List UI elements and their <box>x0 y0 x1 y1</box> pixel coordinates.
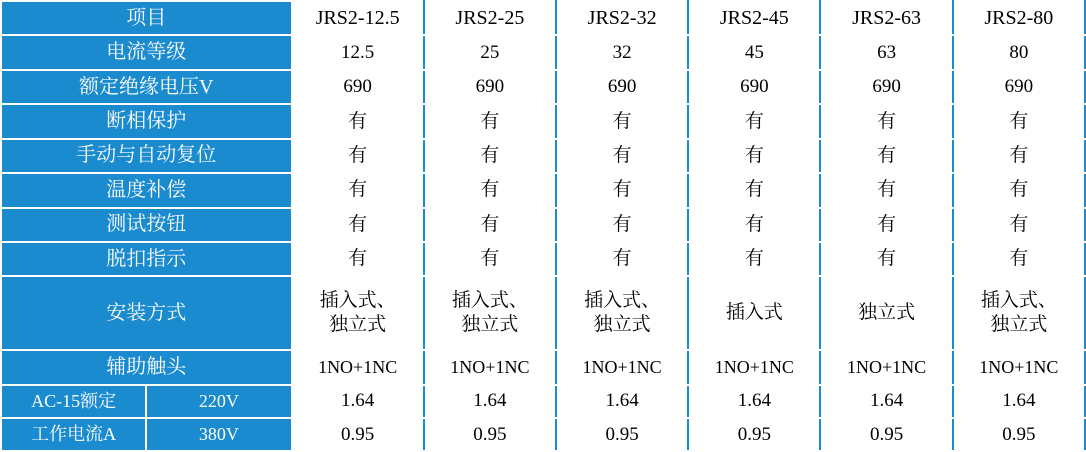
cell: 有 <box>820 242 952 276</box>
table-row <box>1 35 1085 69</box>
cell-line: 插入式、 <box>980 289 1057 311</box>
table-row <box>1 139 1085 173</box>
row-label: 额定绝缘电压V <box>1 70 292 104</box>
cell <box>424 276 556 350</box>
cell: 1.64 <box>556 385 688 418</box>
cell: 1NO+1NC <box>953 350 1085 384</box>
table-header-row <box>1 1 1085 35</box>
cell: 32 <box>556 35 688 69</box>
cell-line: 独立式 <box>461 314 519 336</box>
cell: 有 <box>953 208 1085 242</box>
row-label: 测试按钮 <box>1 208 292 242</box>
cell: 有 <box>424 139 556 173</box>
cell: 690 <box>556 70 688 104</box>
cell: 有 <box>820 104 952 138</box>
cell: 有 <box>424 173 556 207</box>
ac15-label-line1: AC-15额定 <box>1 385 146 418</box>
cell: 80 <box>953 35 1085 69</box>
cell: 有 <box>292 104 424 138</box>
row-label: 手动与自动复位 <box>1 139 292 173</box>
cell: 有 <box>292 242 424 276</box>
table-row <box>1 70 1085 104</box>
cell: 1.64 <box>688 385 820 418</box>
cell: 0.95 <box>820 418 952 451</box>
ac15-sub-label-220v: 220V <box>146 385 291 418</box>
model-header-1: JRS2-25 <box>424 1 556 35</box>
cell: 有 <box>953 104 1085 138</box>
cell <box>556 276 688 350</box>
cell-line: 插入式、 <box>584 289 661 311</box>
table-row <box>1 104 1085 138</box>
table-row <box>1 173 1085 207</box>
cell: 0.95 <box>424 418 556 451</box>
cell: 有 <box>556 104 688 138</box>
cell: 有 <box>953 242 1085 276</box>
table-row-mounting <box>1 276 1085 350</box>
table-row-ac15-380v <box>1 418 1085 451</box>
cell: 690 <box>953 70 1085 104</box>
table-row <box>1 350 1085 384</box>
row-label: 温度补偿 <box>1 173 292 207</box>
cell: 有 <box>424 242 556 276</box>
cell: 有 <box>556 173 688 207</box>
cell <box>820 276 952 350</box>
cell-line: 独立式 <box>990 314 1048 336</box>
row-label: 电流等级 <box>1 35 292 69</box>
row-label: 安装方式 <box>1 276 292 350</box>
model-header-4: JRS2-63 <box>820 1 952 35</box>
cell: 0.95 <box>688 418 820 451</box>
model-header-2: JRS2-32 <box>556 1 688 35</box>
cell: 有 <box>424 208 556 242</box>
header-label-item: 项目 <box>1 1 292 35</box>
table-row-ac15-220v <box>1 385 1085 418</box>
cell-line: 独立式 <box>593 314 651 336</box>
cell: 有 <box>688 139 820 173</box>
cell: 0.95 <box>556 418 688 451</box>
table-row <box>1 242 1085 276</box>
cell: 有 <box>556 139 688 173</box>
cell: 有 <box>820 139 952 173</box>
cell-line: 插入式、 <box>319 289 396 311</box>
cell: 0.95 <box>292 418 424 451</box>
cell: 有 <box>820 208 952 242</box>
cell: 690 <box>424 70 556 104</box>
cell: 1NO+1NC <box>820 350 952 384</box>
cell: 有 <box>688 104 820 138</box>
cell: 25 <box>424 35 556 69</box>
cell: 有 <box>424 104 556 138</box>
cell: 有 <box>953 173 1085 207</box>
cell: 45 <box>688 35 820 69</box>
cell-line: 独立式 <box>329 314 387 336</box>
model-header-3: JRS2-45 <box>688 1 820 35</box>
cell <box>953 276 1085 350</box>
cell-line: 插入式、 <box>451 289 528 311</box>
cell: 1.64 <box>292 385 424 418</box>
cell: 有 <box>556 242 688 276</box>
row-label: 辅助触头 <box>1 350 292 384</box>
ac15-sub-label-380v: 380V <box>146 418 291 451</box>
row-label: 断相保护 <box>1 104 292 138</box>
cell: 有 <box>953 139 1085 173</box>
cell: 1.64 <box>424 385 556 418</box>
cell: 有 <box>688 173 820 207</box>
cell: 0.95 <box>953 418 1085 451</box>
ac15-label-line2: 工作电流A <box>1 418 146 451</box>
cell: 有 <box>820 173 952 207</box>
cell: 有 <box>688 242 820 276</box>
cell: 690 <box>688 70 820 104</box>
cell: 有 <box>292 139 424 173</box>
cell <box>292 276 424 350</box>
cell: 63 <box>820 35 952 69</box>
cell: 1.64 <box>953 385 1085 418</box>
cell <box>688 276 820 350</box>
table-row <box>1 208 1085 242</box>
cell: 1NO+1NC <box>424 350 556 384</box>
cell: 690 <box>820 70 952 104</box>
cell-line: 插入式 <box>725 302 783 324</box>
model-header-0: JRS2-12.5 <box>292 1 424 35</box>
cell: 1NO+1NC <box>556 350 688 384</box>
model-header-5: JRS2-80 <box>953 1 1085 35</box>
cell: 有 <box>688 208 820 242</box>
cell: 1NO+1NC <box>292 350 424 384</box>
cell: 有 <box>556 208 688 242</box>
cell: 有 <box>292 173 424 207</box>
cell: 1.64 <box>820 385 952 418</box>
cell: 1NO+1NC <box>688 350 820 384</box>
cell-line: 独立式 <box>858 302 916 324</box>
cell: 有 <box>292 208 424 242</box>
cell: 690 <box>292 70 424 104</box>
row-label: 脱扣指示 <box>1 242 292 276</box>
cell: 12.5 <box>292 35 424 69</box>
